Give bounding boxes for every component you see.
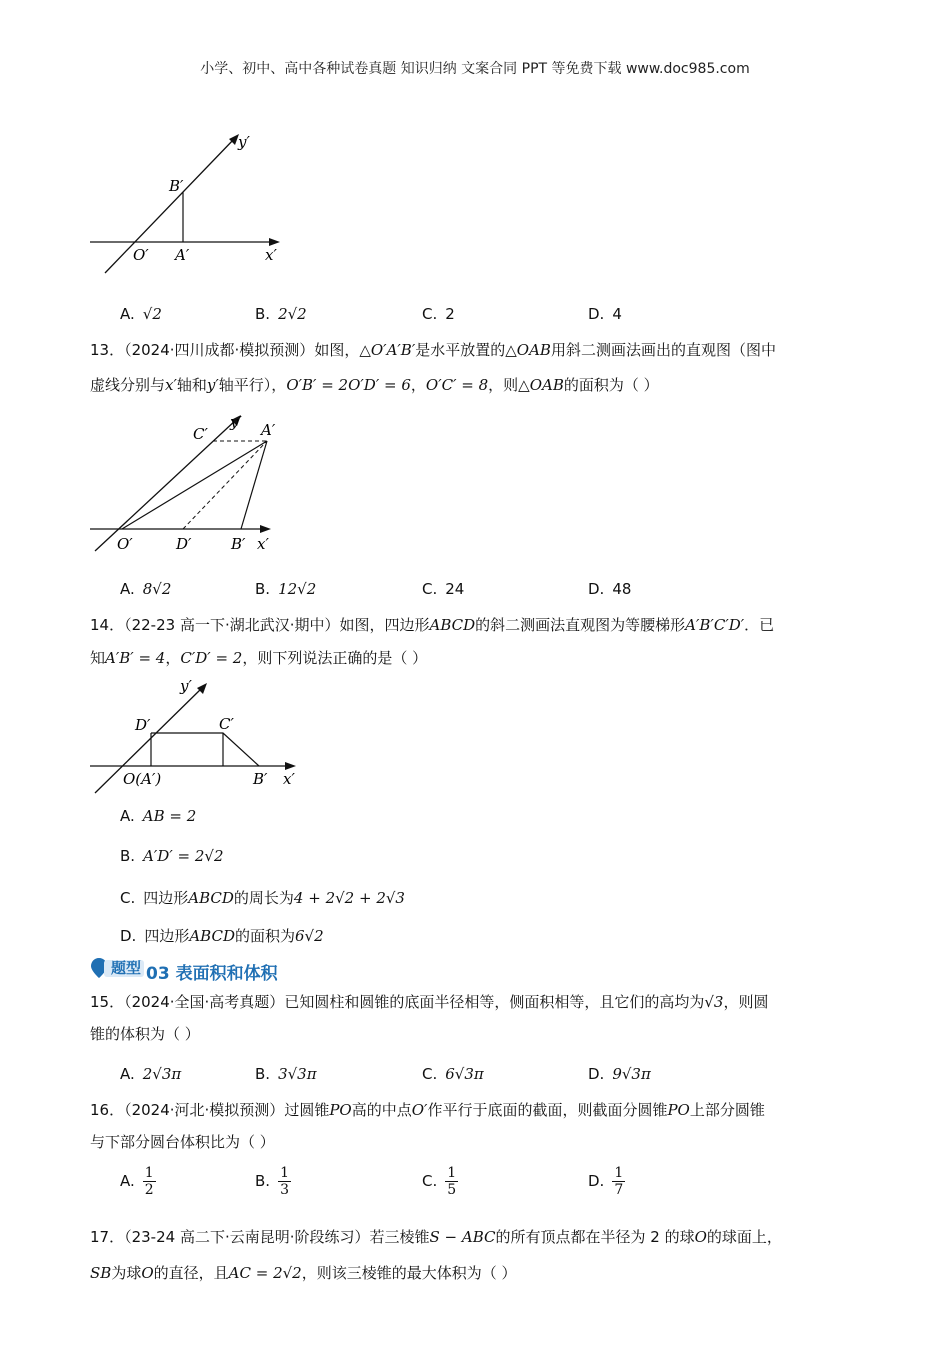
label-x: x′	[265, 246, 277, 264]
q12-option-c[interactable]: C. 2	[422, 305, 455, 323]
label-b: B′	[169, 177, 184, 195]
x-arrow	[269, 238, 280, 246]
q12-option-b[interactable]: B. 2√2	[255, 305, 307, 323]
q13-line2: 虚线分别与x′轴和y′轴平行），O′B′ = 2O′D′ = 6，O′C′ = 8，则△OAB的面积为（ ）	[90, 376, 659, 394]
x-arrow	[260, 525, 271, 533]
q15-line2: 锥的体积为（ ）	[90, 1025, 200, 1043]
label-o: O(A′)	[123, 770, 162, 788]
figure-q13	[85, 405, 295, 555]
q15-option-c[interactable]: C. 6√3π	[422, 1065, 484, 1083]
q14-line2: 知A′B′ = 4，C′D′ = 2，则下列说法正确的是（ ）	[90, 649, 428, 667]
q12-option-d[interactable]: D. 4	[588, 305, 622, 323]
figure-q14	[85, 673, 310, 798]
label-d: D′	[176, 535, 192, 553]
label-x: x′	[257, 535, 269, 553]
q13-option-b[interactable]: B. 12√2	[255, 580, 317, 598]
fraction: $\frac{1}{3}$	[280, 1165, 289, 1198]
q16-option-d[interactable]: D. $\frac{1}{7}$	[588, 1165, 624, 1198]
y-axis	[95, 419, 237, 551]
label-y: y′	[180, 677, 192, 695]
fraction: $\frac{1}{5}$	[447, 1165, 457, 1198]
q16-option-a[interactable]: A. $\frac{1}{2}$	[120, 1165, 154, 1198]
x-arrow	[285, 762, 296, 770]
figure-q12	[85, 125, 295, 275]
section-badge-icon	[90, 957, 146, 979]
fraction: $\frac{1}{7}$	[614, 1165, 624, 1198]
label-y: y′	[238, 133, 250, 151]
label-b: B′	[253, 770, 268, 788]
q16-option-c[interactable]: C. $\frac{1}{5}$	[422, 1165, 457, 1198]
y-axis	[105, 138, 235, 273]
section-badge-label: 题型	[111, 959, 142, 977]
q13-option-c[interactable]: C. 24	[422, 580, 465, 598]
q14-option-d[interactable]: D. 四边形ABCD的面积为6√2	[120, 927, 324, 945]
q15-option-a[interactable]: A. 2√3π	[120, 1065, 182, 1083]
q16-line1: 16．（2024·河北·模拟预测）过圆锥PO高的中点O′作平行于底面的截面，则截面分圆锥PO上部分圆锥	[90, 1101, 765, 1119]
q13-option-a[interactable]: A. 8√2	[120, 580, 172, 598]
section-title: 03 表面积和体积	[146, 964, 278, 984]
q16-option-b[interactable]: B. $\frac{1}{3}$	[255, 1165, 289, 1198]
q15-option-d[interactable]: D. 9√3π	[588, 1065, 651, 1083]
q14-option-c[interactable]: C. 四边形ABCD的周长为4 + 2√2 + 2√3	[120, 889, 405, 907]
q15-line1: 15．（2024·全国·高考真题）已知圆柱和圆锥的底面半径相等，侧面积相等，且它们的高均为√3，则圆	[90, 993, 769, 1011]
trapezoid	[151, 733, 259, 766]
q14-option-b[interactable]: B. A′D′ = 2√2	[120, 847, 224, 865]
q13-line1: 13．（2024·四川成都·模拟预测）如图，△O′A′B′是水平放置的△OAB用斜二测画法画出的直观图（图中	[90, 341, 776, 359]
label-o: O′	[133, 246, 149, 264]
label-y: y′	[230, 413, 242, 431]
label-x: x′	[283, 770, 295, 788]
q14-option-a[interactable]: A. AB = 2	[120, 807, 197, 825]
label-b: B′	[231, 535, 246, 553]
label-c: C′	[193, 425, 208, 443]
label-a: A′	[175, 246, 190, 264]
q13-option-d[interactable]: D. 48	[588, 580, 632, 598]
q15-option-b[interactable]: B. 3√3π	[255, 1065, 317, 1083]
y-arrow	[197, 683, 207, 694]
label-c: C′	[219, 715, 234, 733]
q14-line1: 14．（22-23 高一下·湖北武汉·期中）如图，四边形ABCD的斜二测画法直观图为等腰梯形A′B′C′D′．已	[90, 616, 775, 634]
label-d: D′	[135, 716, 151, 734]
page-header: 小学、初中、高中各种试卷真题 知识归纳 文案合同 PPT 等免费下载 www.doc985.com	[200, 61, 750, 77]
q16-line2: 与下部分圆台体积比为（ ）	[90, 1133, 275, 1151]
fraction: $\frac{1}{2}$	[144, 1165, 154, 1198]
q12-option-a[interactable]: A. √2	[120, 305, 162, 323]
q17-line2: SB为球O的直径，且AC = 2√2，则该三棱锥的最大体积为（ ）	[90, 1264, 517, 1282]
label-o: O′	[117, 535, 133, 553]
q17-line1: 17．（23-24 高二下·云南昆明·阶段练习）若三棱锥S − ABC的所有顶点都在半径为 2 的球O的球面上，	[90, 1228, 782, 1246]
label-a: A′	[261, 421, 276, 439]
